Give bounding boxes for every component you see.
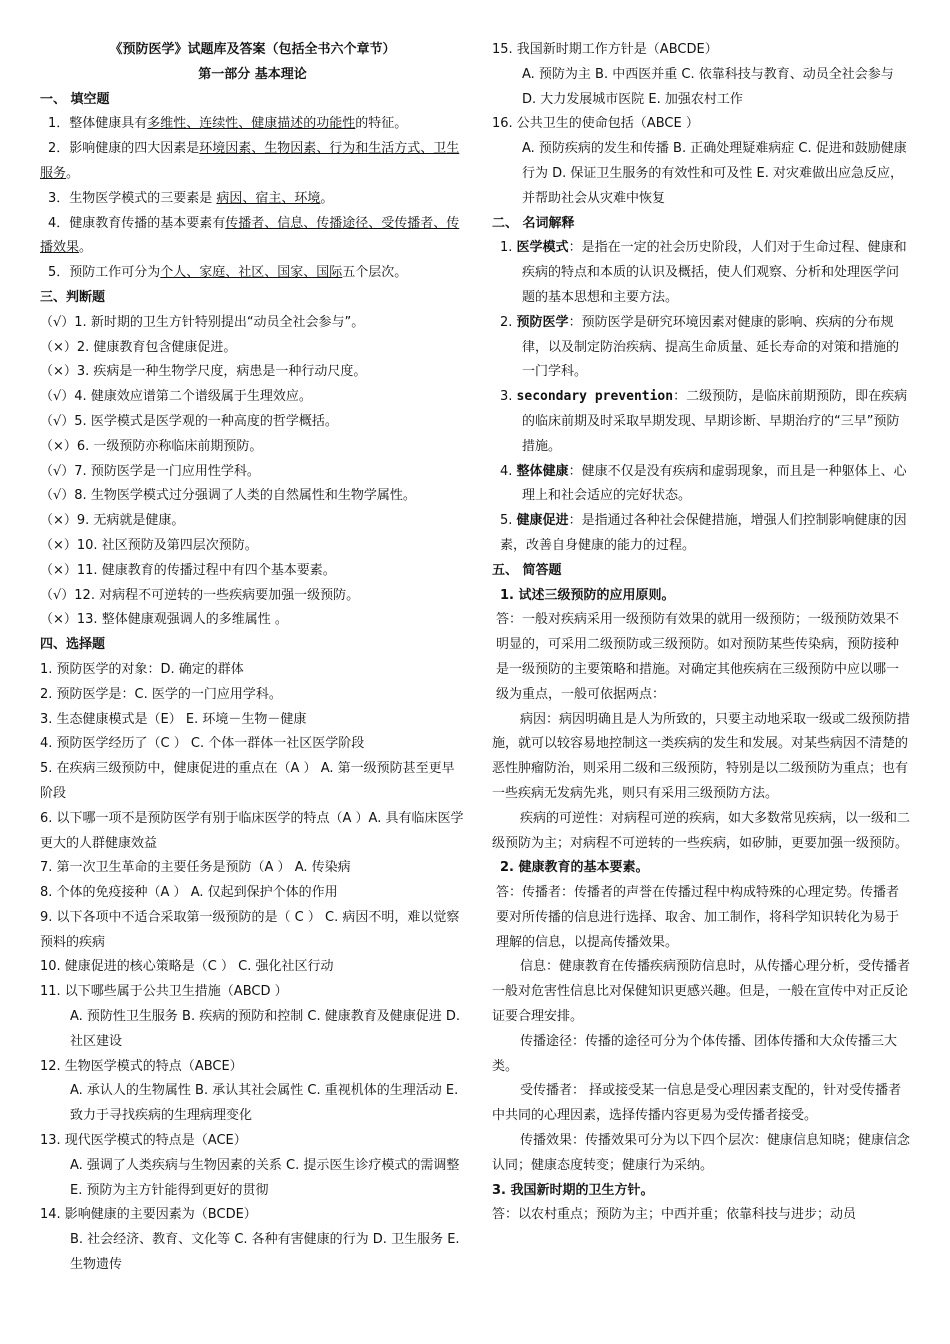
judge-item: （√）12. 对病程不可逆转的一些疾病要加强一级预防。	[40, 587, 360, 603]
fill-item: 2．影响健康的四大因素是环境因素、生物因素、行为和生活方式、卫生服务。	[40, 141, 460, 181]
essay-answer: 答：以农村重点；预防为主；中西并重；依靠科技与进步；动员	[492, 1207, 857, 1223]
left-column	[40, 38, 465, 1278]
judge-item: （√）4. 健康效应谱第二个谱级属于生理效应。	[40, 389, 312, 405]
essay-answer: 答：一般对疾病采用一级预防有效果的就用一级预防；一级预防效果不明显的，可采用二级预防或三级预防。如对预防某些传染病，预防接种是一级预防的主要策略和措施。对确定其他疾病在三级预防中应以哪一级为重点，一般可依据两点：	[496, 612, 900, 702]
choice-item: 2. 预防医学是：C. 医学的一门应用学科。	[40, 686, 282, 702]
term-item: 1. 医学模式：是指在一定的社会历史阶段，人们对于生命过程、健康和疾病的特点和本质的认识及概括，使人们观察、分析和处理医学问题的基本思想和主要方法。	[500, 240, 907, 305]
fill-item: 1．整体健康具有多维性、连续性、健康描述的功能性的特征。	[48, 116, 408, 132]
choice-options: B. 社会经济、教育、文化等 C. 各种有害健康的行为 D. 卫生服务 E. 生物遗传	[70, 1232, 460, 1273]
judge-item: （×）3. 疾病是一种生物学尺度，病患是一种行动尺度。	[40, 364, 367, 380]
essay-question: 2. 健康教育的基本要素。	[500, 860, 649, 876]
fill-heading: 一、 填空题	[40, 91, 110, 107]
term-name: secondary prevention	[516, 389, 674, 405]
choice-item: 7. 第一次卫生革命的主要任务是预防（A ） A. 传染病	[40, 860, 351, 876]
judge-item: （√）8. 生物医学模式过分强调了人类的自然属性和生物学属性。	[40, 488, 416, 504]
choice-item: 5. 在疾病三级预防中，健康促进的重点在（A ） A. 第一级预防甚至更早阶段	[40, 761, 455, 801]
judge-item: （×）9. 无病就是健康。	[40, 513, 185, 529]
choice-question: 11. 以下哪些属于公共卫生措施（ABCD ）	[40, 984, 288, 1000]
term-item: 4. 整体健康：健康不仅是没有疾病和虚弱现象，而且是一种躯体上、心理上和社会适应的完好状态。	[500, 463, 907, 504]
essay-answer: 信息：健康教育在传播疾病预防信息时，从传播心理分析，受传播者一般对危害性信息比对保健知识更感兴趣。但是，一般在宣传中对正反论证要合理安排。	[492, 959, 911, 1025]
essay-answer: 传播途径：传播的途径可分为个体传播、团体传播和大众传播三大类。	[492, 1033, 898, 1074]
term-item: 5. 健康促进：是指通过各种社会保健措施，增强人们控制影响健康的因素，改善自身健康的能力的过程。	[500, 513, 907, 553]
choice-item: 8. 个体的免疫接种（A ） A. 仅起到保护个体的作用	[40, 885, 338, 901]
choice-options: A. 预防性卫生服务 B. 疾病的预防和控制 C. 健康教育及健康促进 D. 社区建设	[70, 1009, 460, 1049]
term-name: 医学模式	[516, 240, 569, 256]
choice-question: 15. 我国新时期工作方针是（ABCDE）	[492, 42, 718, 57]
terms-heading: 二、 名词解释	[492, 215, 575, 231]
choice-question: 13. 现代医学模式的特点是（ACE）	[40, 1133, 247, 1149]
choice-item: 9. 以下各项中不适合采取第一级预防的是（ C ） C. 病因不明，难以觉察预料的疾病	[40, 909, 460, 950]
choice-options: A. 预防为主 B. 中西医并重 C. 依靠科技与教育、动员全社会参与 D. 大力发展城市医院 E. 加强农村工作	[522, 66, 894, 107]
choice-question: 12. 生物医学模式的特点（ABCE）	[40, 1058, 243, 1074]
part-title: 第一部分 基本理论	[198, 66, 307, 82]
choice-options: A. 预防疾病的发生和传播 B. 正确处理疑难病症 C. 促进和鼓励健康行为 D. 保证卫生服务的有效性和可及性 E. 对灾难做出应急反应，并帮助社会从灾难中恢复	[522, 141, 907, 206]
judge-item: （×）13. 整体健康观强调人的多维属性 。	[40, 612, 288, 628]
choice-item: 10. 健康促进的核心策略是（C ） C. 强化社区行动	[40, 959, 334, 975]
terms-list	[492, 236, 910, 558]
judge-item: （×）6. 一级预防亦称临床前期预防。	[40, 438, 263, 454]
doc-title: 《预防医学》试题库及答案（包括全书六个章节）	[109, 42, 396, 57]
choice-options: A. 强调了人类疾病与生物因素的关系 C. 提示医生诊疗模式的需调整 E. 预防为主方针能得到更好的贯彻	[70, 1157, 460, 1198]
essay-answer: 受传播者： 择或接受某一信息是受心理因素支配的，针对受传播者中共同的心理因素，选择传播内容更易为受传播者接受。	[492, 1083, 902, 1124]
essay-answer: 病因：病因明确且是人为所致的，只要主动地采取一级或二级预防措施，就可以较容易地控制这一类疾病的发生和发展。对某些病因不清楚的恶性肿瘤防治，则采用二级和三级预防，特别是以二级预防为重点；也有一些疾病无发病先兆，则只有采用三级预防方法。	[492, 711, 911, 801]
fill-item: 4．健康教育传播的基本要素有传播者、信息、传播途径、受传播者、传播效果。	[40, 215, 460, 256]
choice-item: 4. 预防医学经历了（C ） C. 个体一群体一社区医学阶段	[40, 736, 365, 752]
choice-question: 16. 公共卫生的使命包括（ABCE ）	[492, 116, 699, 132]
choice-item: 1. 预防医学的对象：D. 确定的群体	[40, 661, 244, 677]
choice-list	[40, 658, 465, 1278]
essay-question: 1. 试述三级预防的应用原则。	[500, 587, 675, 603]
fill-item: 3．生物医学模式的三要素是 病因、宿主、环境。	[48, 190, 334, 206]
judge-item: （×）10. 社区预防及第四层次预防。	[40, 537, 258, 553]
term-name: 健康促进	[516, 513, 569, 529]
judge-item: （√）1. 新时期的卫生方针特别提出“动员全社会参与”。	[40, 314, 365, 330]
essay-answer: 传播效果：传播效果可分为以下四个层次：健康信息知晓；健康信念认同；健康态度转变；健康行为采纳。	[492, 1133, 911, 1173]
judge-item: （×）2. 健康教育包含健康促进。	[40, 339, 237, 355]
fill-list	[40, 112, 465, 286]
judge-list	[40, 311, 465, 633]
choice-item: 6. 以下哪一项不是预防医学有别于临床医学的特点（A ）A. 具有临床医学更大的人群健康效益	[40, 810, 464, 851]
term-item: 2. 预防医学：预防医学是研究环境因素对健康的影响、疾病的分布规律，以及制定防治疾病、提高生命质量、延长寿命的对策和措施的一门学科。	[500, 314, 900, 380]
term-item: 3. secondary prevention：二级预防，是临床前期预防，即在疾病的临床前期及时采取早期发现、早期诊断、早期治疗的“三早”预防措施。	[500, 389, 908, 454]
judge-item: （√）5. 医学模式是医学观的一种高度的哲学概括。	[40, 413, 338, 429]
choice-heading: 四、选择题	[40, 637, 106, 653]
essay-answer: 疾病的可逆性：对病程可逆的疾病，如大多数常见疾病，以一级和二级预防为主；对病程不可逆转的一些疾病，如矽肺，更要加强一级预防。	[492, 810, 911, 851]
choice-question: 14. 影响健康的主要因素为（BCDE）	[40, 1207, 257, 1223]
term-name: 整体健康	[516, 463, 569, 479]
choice-options: A. 承认人的生物属性 B. 承认其社会属性 C. 重视机体的生理活动 E. 致力于寻找疾病的生理病理变化	[70, 1083, 459, 1124]
judge-item: （√）7. 预防医学是一门应用性学科。	[40, 463, 260, 479]
right-column	[492, 38, 910, 1228]
judge-item: （×）11. 健康教育的传播过程中有四个基本要素。	[40, 562, 336, 578]
essay-heading: 五、 简答题	[492, 562, 562, 578]
essay-answer: 答：传播者：传播者的声誉在传播过程中构成特殊的心理定势。传播者要对所传播的信息进行选择、取舍、加工制作，将科学知识转化为易于理解的信息，以提高传播效果。	[496, 885, 900, 950]
judge-heading: 三、判断题	[40, 289, 106, 305]
choice-item: 3. 生态健康模式是（E） E. 环境－生物－健康	[40, 711, 307, 727]
essay-question: 3. 我国新时期的卫生方针。	[492, 1182, 654, 1198]
term-name: 预防医学	[516, 314, 569, 330]
fill-item: 5．预防工作可分为个人、家庭、社区、国家、国际五个层次。	[48, 265, 408, 281]
